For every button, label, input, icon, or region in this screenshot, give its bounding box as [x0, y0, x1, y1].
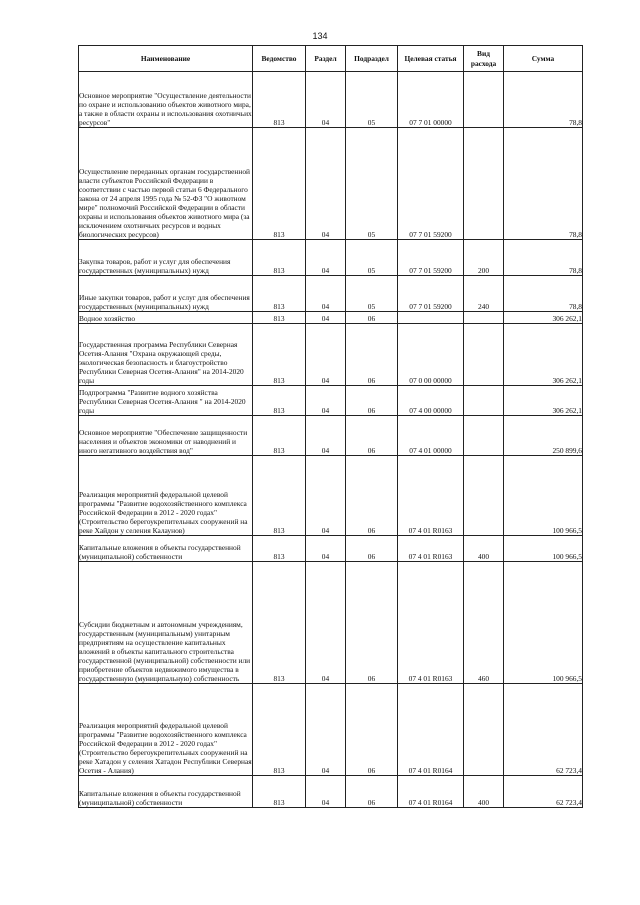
table-row	[79, 456, 583, 536]
row-subsection	[346, 72, 398, 128]
row-department-text: 813	[273, 229, 285, 239]
row-subsection	[346, 684, 398, 776]
row-amount-text: 78,8	[569, 229, 582, 239]
row-subsection	[346, 456, 398, 536]
table-row	[79, 386, 583, 416]
row-name	[79, 562, 253, 684]
row-subsection	[346, 324, 398, 386]
header-target: Целевая статья	[398, 46, 464, 72]
row-amount	[504, 456, 583, 536]
row-amount	[504, 536, 583, 562]
row-name	[79, 536, 253, 562]
row-amount	[504, 776, 583, 808]
row-section	[306, 776, 346, 808]
row-subsection-text: 06	[367, 797, 376, 807]
row-target-text: 07 7 01 00000	[409, 117, 452, 127]
row-subsection-text: 06	[367, 313, 376, 323]
row-section-text: 04	[321, 765, 330, 775]
row-target	[398, 386, 464, 416]
row-subsection-text: 06	[367, 405, 376, 415]
row-subsection	[346, 240, 398, 276]
row-expense-type	[464, 776, 504, 808]
row-subsection-text: 06	[367, 551, 376, 561]
row-section	[306, 562, 346, 684]
row-expense-type	[464, 128, 504, 240]
row-department-text: 813	[273, 445, 285, 455]
row-name	[79, 456, 253, 536]
row-section-text: 04	[321, 375, 330, 385]
row-target	[398, 536, 464, 562]
header-section: Раздел	[306, 46, 346, 72]
row-subsection	[346, 276, 398, 312]
row-expense-type	[464, 456, 504, 536]
row-department-text: 813	[273, 375, 285, 385]
row-subsection	[346, 776, 398, 808]
row-expense-type	[464, 684, 504, 776]
row-name-text: Капитальные вложения в объекты государственной (муниципальной) собственности	[79, 542, 241, 561]
row-department-text: 813	[273, 673, 285, 683]
row-target-text: 07 4 00 00000	[409, 405, 452, 415]
row-amount	[504, 416, 583, 456]
row-department	[253, 312, 306, 324]
row-section-text: 04	[321, 525, 330, 535]
row-section-text: 04	[321, 797, 330, 807]
row-target-text: 07 7 01 59200	[409, 229, 452, 239]
row-target	[398, 456, 464, 536]
row-section	[306, 72, 346, 128]
row-section-text: 04	[321, 229, 330, 239]
row-section	[306, 536, 346, 562]
row-target	[398, 128, 464, 240]
row-department-text: 813	[273, 525, 285, 535]
row-target	[398, 312, 464, 324]
row-name-text: Реализация мероприятий федеральной целевой программы "Развитие водохозяйственного комплекса Российской Федерации в 2012 - 2020 годах" (Строительство берегоукрепительных сооружений на реке Хайдон у селения Калаунов)	[79, 489, 248, 535]
row-amount-text: 78,8	[569, 265, 582, 275]
row-target-text: 07 4 01 R0163	[408, 551, 453, 561]
row-department	[253, 386, 306, 416]
table-header-row	[79, 46, 583, 72]
row-target	[398, 324, 464, 386]
row-department-text: 813	[273, 301, 285, 311]
row-target-text: 07 0 00 00000	[409, 375, 452, 385]
row-expense-type	[464, 72, 504, 128]
row-department	[253, 684, 306, 776]
row-section-text: 04	[321, 301, 330, 311]
row-section	[306, 324, 346, 386]
row-target	[398, 776, 464, 808]
row-department	[253, 72, 306, 128]
row-name-text: Осуществление переданных органам государственной власти субъектов Российской Федерации в соответствии с частью первой статьи 6 Федерального закона от 24 апреля 1995 года № 52-ФЗ "О животном мире" полномочий Российской Федерации в области охраны и использования объектов животного мира (за исключением охотничьих ресурсов и водных биологических ресурсов)	[79, 166, 250, 239]
row-amount	[504, 312, 583, 324]
row-subsection	[346, 312, 398, 324]
row-department-text: 813	[273, 797, 285, 807]
page-number: 134	[312, 31, 328, 41]
row-subsection-text: 06	[367, 673, 376, 683]
table-row	[79, 536, 583, 562]
row-amount	[504, 276, 583, 312]
row-expense-type-text: 460	[477, 673, 490, 683]
table-row	[79, 312, 583, 324]
row-name	[79, 776, 253, 808]
header-expense-type: Вид расхода	[464, 46, 504, 72]
row-expense-type-text: 400	[477, 551, 490, 561]
row-department	[253, 416, 306, 456]
row-target	[398, 72, 464, 128]
row-section-text: 04	[321, 117, 330, 127]
row-subsection	[346, 562, 398, 684]
row-subsection	[346, 416, 398, 456]
row-subsection-text: 05	[367, 229, 376, 239]
row-amount	[504, 386, 583, 416]
table-row	[79, 276, 583, 312]
row-department-text: 813	[273, 551, 285, 561]
row-amount-text: 62 723,4	[556, 765, 582, 775]
row-section	[306, 456, 346, 536]
table-row	[79, 240, 583, 276]
row-target	[398, 416, 464, 456]
row-section	[306, 240, 346, 276]
header-department: Ведомство	[253, 46, 306, 72]
row-amount-text: 306 262,1	[552, 375, 582, 385]
row-name	[79, 324, 253, 386]
table-row	[79, 324, 583, 386]
row-subsection-text: 06	[367, 525, 376, 535]
row-section	[306, 684, 346, 776]
row-section-text: 04	[321, 445, 330, 455]
row-subsection-text: 06	[367, 765, 376, 775]
row-name-text: Закупка товаров, работ и услуг для обеспечения государственных (муниципальных) нужд	[79, 256, 231, 275]
row-section	[306, 312, 346, 324]
row-expense-type	[464, 416, 504, 456]
row-target-text: 07 4 01 00000	[409, 445, 452, 455]
header-subsection: Подраздел	[346, 46, 398, 72]
row-section	[306, 386, 346, 416]
table-row	[79, 562, 583, 684]
row-section-text: 04	[321, 551, 330, 561]
row-section	[306, 276, 346, 312]
table-row	[79, 416, 583, 456]
row-name	[79, 684, 253, 776]
row-subsection-text: 05	[367, 301, 376, 311]
row-expense-type-text: 240	[477, 301, 490, 311]
row-name	[79, 276, 253, 312]
row-target-text: 07 4 01 R0163	[408, 673, 453, 683]
table-row	[79, 776, 583, 808]
row-department-text: 813	[273, 405, 285, 415]
table-row	[79, 128, 583, 240]
row-expense-type	[464, 536, 504, 562]
row-target	[398, 240, 464, 276]
row-name-text: Основное мероприятие "Осуществление деятельности по охране и использованию объектов животного мира, а также в области охраны и использования охотничьих ресурсов"	[79, 90, 252, 127]
row-amount-text: 306 262,1	[552, 313, 582, 323]
row-name-text: Государственная программа Республики Северная Осетия-Алания "Охрана окружающей среды, экологическая безопасность и благоустройство Республики Северная Осетия-Алания" на 2014-2020 годы	[79, 339, 244, 385]
row-expense-type	[464, 562, 504, 684]
row-subsection-text: 06	[367, 375, 376, 385]
row-section-text: 04	[321, 405, 330, 415]
row-amount	[504, 684, 583, 776]
row-amount-text: 306 262,1	[552, 405, 582, 415]
row-section-text: 04	[321, 673, 330, 683]
row-name	[79, 128, 253, 240]
row-amount-text: 100 966,5	[552, 525, 582, 535]
row-department	[253, 562, 306, 684]
row-name	[79, 240, 253, 276]
row-name	[79, 312, 253, 324]
row-target	[398, 684, 464, 776]
row-amount-text: 78,8	[569, 117, 582, 127]
row-target	[398, 562, 464, 684]
row-amount	[504, 324, 583, 386]
table-row	[79, 684, 583, 776]
row-name-text: Подпрограмма "Развитие водного хозяйства Республики Северная Осетия-Алания " на 2014-2020 годы	[79, 387, 246, 415]
row-expense-type-text: 400	[477, 797, 490, 807]
row-subsection-text: 05	[367, 265, 376, 275]
row-amount-text: 100 966,5	[552, 551, 582, 561]
row-name-text: Иные закупки товаров, работ и услуг для обеспечения государственных (муниципальных) нужд	[79, 292, 250, 311]
row-name	[79, 72, 253, 128]
budget-table	[78, 45, 583, 808]
row-department	[253, 776, 306, 808]
row-department	[253, 456, 306, 536]
row-expense-type	[464, 324, 504, 386]
row-amount	[504, 72, 583, 128]
row-department	[253, 536, 306, 562]
row-name	[79, 416, 253, 456]
row-name-text: Основное мероприятие "Обеспечение защищенности населения и объектов экономики от наводнений и иного негативного воздействия вод"	[79, 427, 248, 455]
row-name	[79, 386, 253, 416]
row-expense-type	[464, 276, 504, 312]
row-department-text: 813	[273, 765, 285, 775]
row-subsection-text: 06	[367, 445, 376, 455]
row-department	[253, 324, 306, 386]
row-expense-type-text: 200	[477, 265, 490, 275]
row-amount-text: 62 723,4	[556, 797, 582, 807]
row-department	[253, 128, 306, 240]
row-section-text: 04	[321, 265, 330, 275]
row-target-text: 07 4 01 R0164	[408, 765, 453, 775]
row-amount	[504, 562, 583, 684]
row-expense-type	[464, 386, 504, 416]
row-amount-text: 100 966,5	[552, 673, 582, 683]
row-expense-type	[464, 312, 504, 324]
row-section	[306, 416, 346, 456]
row-amount	[504, 240, 583, 276]
header-amount: Сумма	[504, 46, 583, 72]
row-target-text: 07 4 01 R0163	[408, 525, 453, 535]
row-amount-text: 250 899,6	[552, 445, 582, 455]
row-subsection	[346, 386, 398, 416]
row-department-text: 813	[273, 117, 285, 127]
row-department	[253, 276, 306, 312]
row-section	[306, 128, 346, 240]
row-name-text: Субсидии бюджетным и автономным учреждениям, государственным (муниципальным) унитарным предприятиям на осуществление капитальных вложений в объекты капитального строительства государственной (муниципальной) собственности или приобретение объектов недвижимого имущества в государственную (муниципальную) собственность	[79, 619, 251, 683]
row-name-text: Капитальные вложения в объекты государственной (муниципальной) собственности	[79, 788, 241, 807]
header-name: Наименование	[79, 46, 253, 72]
row-subsection	[346, 128, 398, 240]
row-amount-text: 78,8	[569, 301, 582, 311]
row-target-text: 07 7 01 59200	[409, 265, 452, 275]
row-subsection	[346, 536, 398, 562]
row-target	[398, 276, 464, 312]
row-department-text: 813	[273, 313, 285, 323]
row-department-text: 813	[273, 265, 285, 275]
row-department	[253, 240, 306, 276]
row-amount	[504, 128, 583, 240]
row-subsection-text: 05	[367, 117, 376, 127]
row-target-text: 07 4 01 R0164	[408, 797, 453, 807]
table-row	[79, 72, 583, 128]
row-section-text: 04	[321, 313, 330, 323]
row-expense-type	[464, 240, 504, 276]
row-name-text: Водное хозяйство	[79, 313, 136, 323]
row-target-text: 07 7 01 59200	[409, 301, 452, 311]
row-name-text: Реализация мероприятий федеральной целевой программы "Развитие водохозяйственного комплекса Российской Федерации в 2012 - 2020 годах" (Строительство берегоукрепительных сооружений на реке Хатадон у селения Хатадон Республики Северная Осетия - Алания)	[79, 720, 252, 775]
